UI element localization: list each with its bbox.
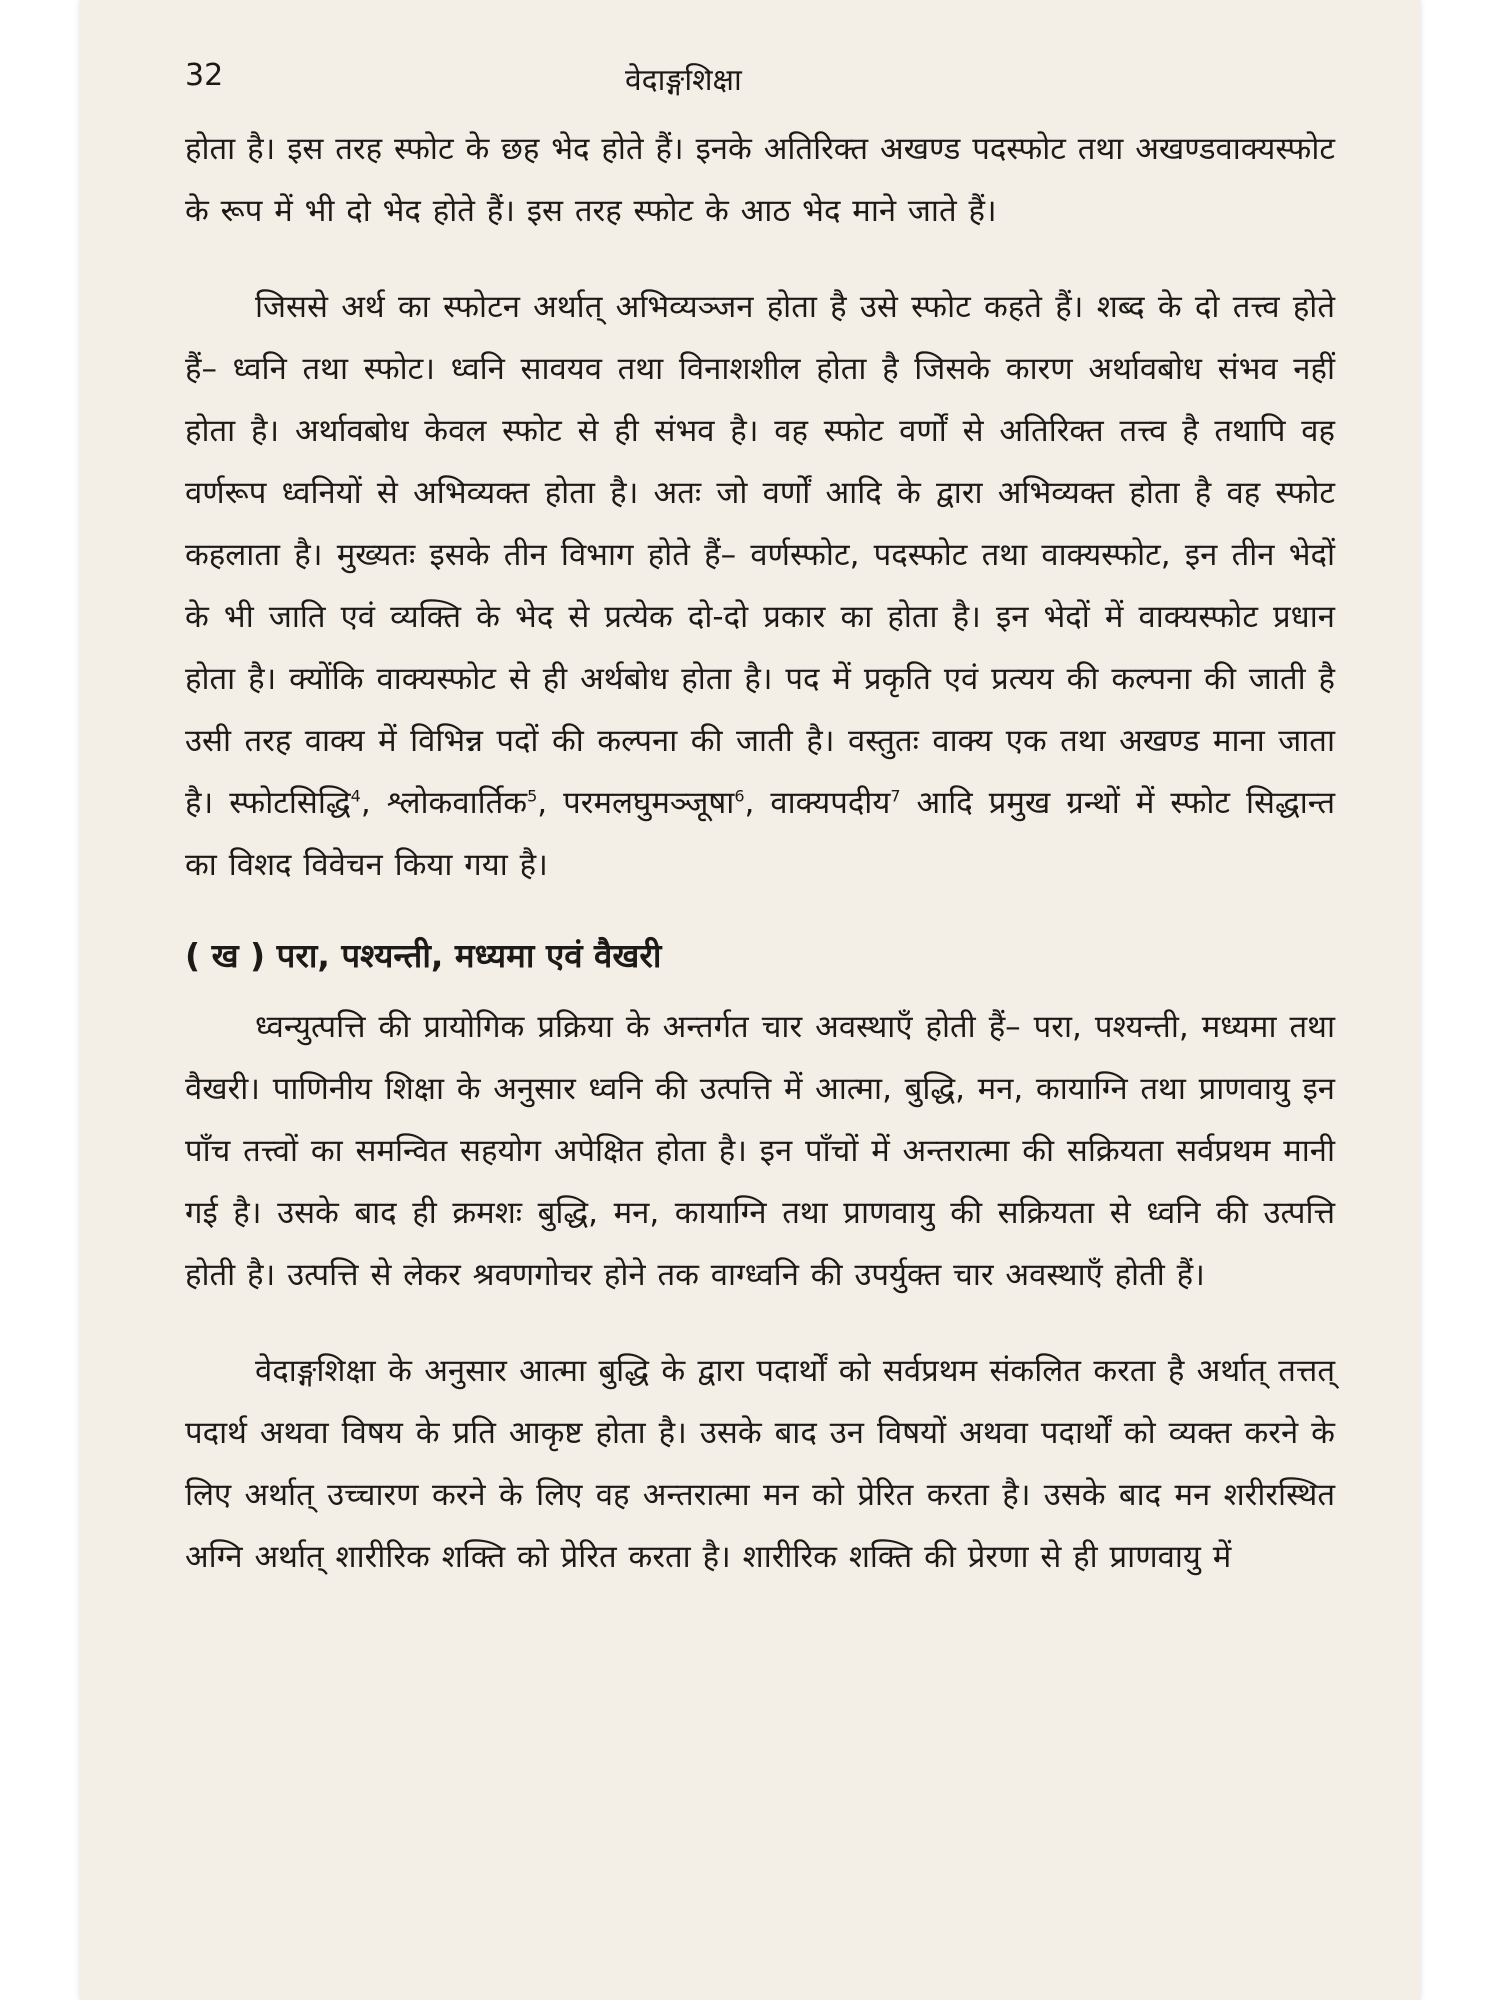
footnote-mark-4: 4 [350,786,361,806]
reference-paramalaghumanjusha: परमलघुमञ्जूषा [563,785,735,821]
reference-shlokavartika: श्लोकवार्तिक [386,785,528,821]
section-heading: ( ख ) परा, पश्यन्ती, मध्यमा एवं वैखरी [185,936,662,975]
reference-sphotasiddhi: स्फोटसिद्धि [229,785,351,821]
running-head [185,58,1335,108]
comma: , [537,785,548,821]
body-text [185,118,1335,1588]
book-page [80,0,1420,2000]
book-title: वेदाङ्गशिक्षा [625,63,742,98]
paragraph-2-tail: आदि प्रमुख ग्रन्थों में स्फोट सिद्धान्त का विशद विवेचन किया गया है। [185,785,1336,883]
reference-vakyapadiya: वाक्यपदीय [770,785,891,821]
page-number: 32 [185,58,224,93]
footnote-mark-6: 6 [734,786,745,806]
paragraph-2 [185,276,1335,896]
paragraph-3: ध्वन्युत्पत्ति की प्रायोगिक प्रक्रिया के अन्तर्गत चार अवस्थाएँ होती हैं– परा, पश्यन्ती, मध्यमा तथा वैखरी। पाणिनीय शिक्षा के अनुसार ध्वनि की उत्पत्ति में आत्मा, बुद्धि, मन, कायाग्नि तथा प्राणवायु इन पाँच तत्त्वों का समन्वित सहयोग अपेक्षित होता है। इन पाँचों में अन्तरात्मा की सक्रियता सर्वप्रथम मानी गई है। उसके बाद ही क्रमशः बुद्धि, मन, कायाग्नि तथा प्राणवायु की सक्रियता से ध्वनि की उत्पत्ति होती है। उत्पत्ति से लेकर श्रवणगोचर होने तक वाग्ध्वनि की उपर्युक्त चार अवस्थाएँ होती हैं। [185,1009,1335,1293]
paragraph-4: वेदाङ्गशिक्षा के अनुसार आत्मा बुद्धि के द्वारा पदार्थों को सर्वप्रथम संकलित करता है अर्थात् तत्तत् पदार्थ अथवा विषय के प्रति आकृष्ट होता है। उसके बाद उन विषयों अथवा पदार्थों को व्यक्त करने के लिए अर्थात् उच्चारण करने के लिए वह अन्तरात्मा मन को प्रेरित करता है। उसके बाद मन शरीरस्थित अग्नि अर्थात् शारीरिक शक्ति को प्रेरित करता है। शारीरिक शक्ति की प्रेरणा से ही प्राणवायु में [185,1353,1335,1575]
comma: , [744,785,755,821]
paragraph-1: होता है। इस तरह स्फोट के छह भेद होते हैं। इनके अतिरिक्त अखण्ड पदस्फोट तथा अखण्डवाक्यस्फोट के रूप में भी दो भेद होते हैं। इस तरह स्फोट के आठ भेद माने जाते हैं। [185,131,1335,229]
comma: , [360,785,371,821]
footnote-mark-7: 7 [890,786,901,806]
footnote-mark-5: 5 [527,786,538,806]
paragraph-2-text: जिससे अर्थ का स्फोटन अर्थात् अभिव्यञ्जन होता है उसे स्फोट कहते हैं। शब्द के दो तत्त्व होते हैं– ध्वनि तथा स्फोट। ध्वनि सावयव तथा विनाशशील होता है जिसके कारण अर्थावबोध संभव नहीं होता है। अर्थावबोध केवल स्फोट से ही संभव है। वह स्फोट वर्णों से अतिरिक्त तत्त्व है तथापि वह वर्णरूप ध्वनियों से अभिव्यक्त होता है। अतः जो वर्णों आदि के द्वारा अभिव्यक्त होता है वह स्फोट कहलाता है। मुख्यतः इसके तीन विभाग होते हैं– वर्णस्फोट, पदस्फोट तथा वाक्यस्फोट, इन तीन भेदों के भी जाति एवं व्यक्ति के भेद से प्रत्येक दो-दो प्रकार का होता है। इन भेदों में वाक्यस्फोट प्रधान होता है। क्योंकि वाक्यस्फोट से ही अर्थबोध होता है। पद में प्रकृति एवं प्रत्यय की कल्पना की जाती है उसी तरह वाक्य में विभिन्न पदों की कल्पना की जाती है। वस्तुतः वाक्य एक तथा अखण्ड माना जाता है। [185,289,1335,821]
